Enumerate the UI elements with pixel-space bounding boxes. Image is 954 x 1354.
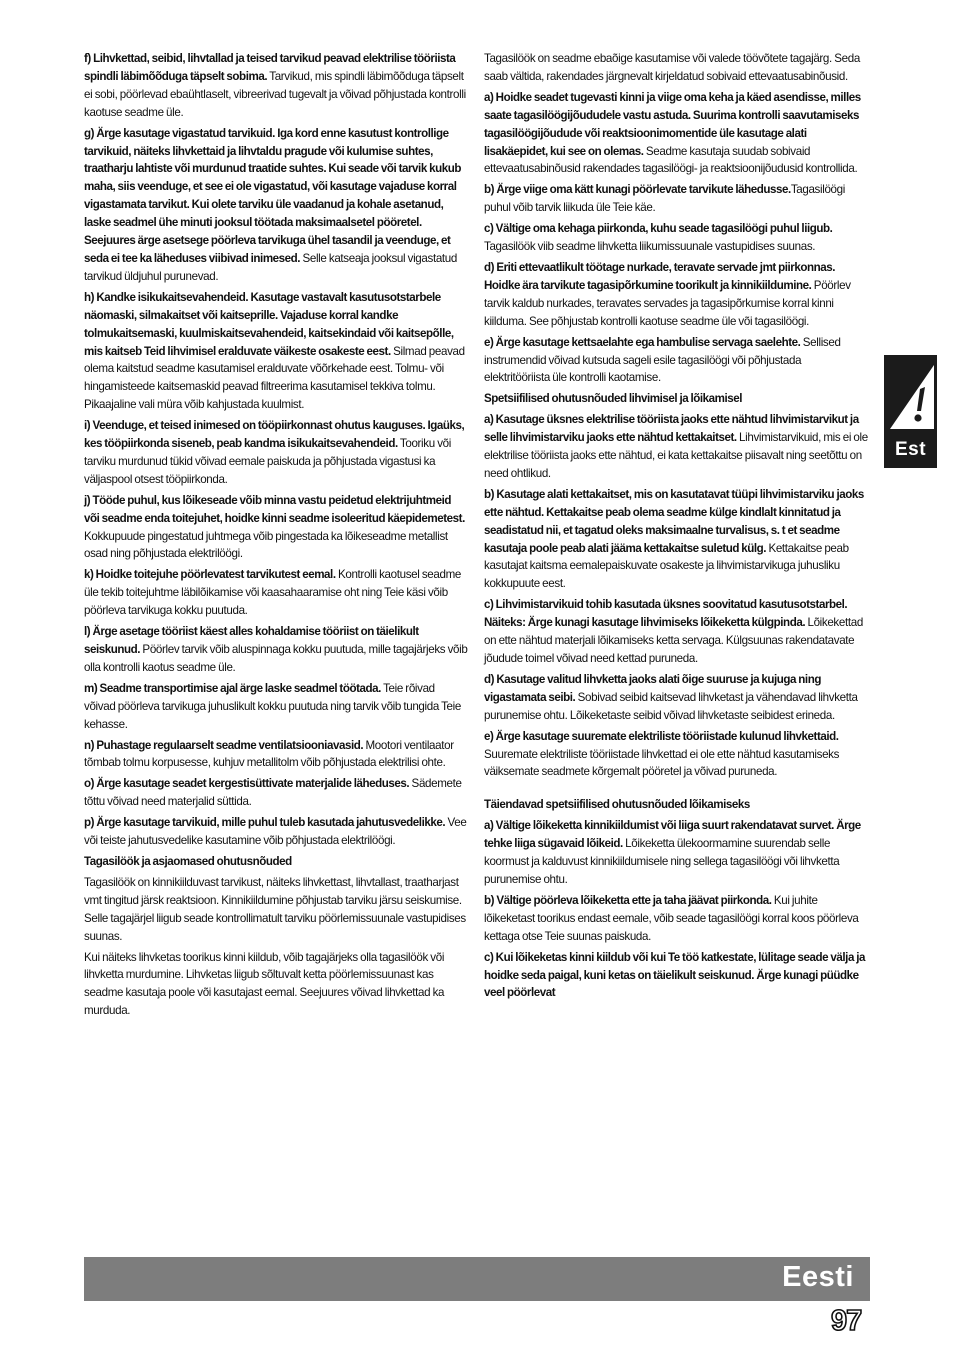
paragraph (484, 181, 869, 217)
page-number: 97 (831, 1305, 862, 1337)
language-side-tab (884, 355, 937, 468)
paragraph (84, 680, 468, 734)
paragraph-body: Pöörlev tarvik võib aluspinnaga kokku puutuda, mille tagajärjeks võib olla kontrolli kaotus seadme üle. (84, 643, 468, 674)
paragraph (84, 566, 468, 620)
paragraph-body: Pöörlev tarvik kaldub nurkades, teravates servades ja tagasipõrkumise korral kinni kiilduma. See põhjustab kontrolli kaotuse seadme üle või tagasilöögi. (484, 278, 851, 328)
paragraph-heading: b) Kasutage alati kettakaitset, mis on kasutatavat tüüpi lihvimistarviku jaoks ette nähtud. Kettakaitse peab olema seadme külge kindlalt kinnitatud ja seadistatud nii, et tagatud oleks maksimaalne turvalisus, s. t et seadme kasutaja poole peab alati jääma kettakaitse suletud külg. (484, 487, 864, 555)
paragraph-heading: i) Veenduge, et teised inimesed on tööpiirkonnast ohutus kauguses. Igaüks, kes tööpiirkonda siseneb, peab kandma isikukaitsevahendeid. (84, 419, 465, 451)
paragraph-body: Sellised instrumendid võivad kutsuda sageli esile tagasilöögi või põhjustada elektritööriista üle kontrolli kaotamise. (484, 335, 841, 385)
paragraph (84, 737, 468, 773)
paragraph (484, 220, 869, 256)
paragraph-heading: n) Puhastage regulaarselt seadme ventilatsiooniavasid. (84, 738, 364, 752)
paragraph-heading: f) Lihvkettad, seibid, lihvtallad ja teised tarvikud peavad elektrilise tööriista spindli läbimõõduga täpselt sobima. (84, 52, 456, 83)
paragraph-heading: d) Eriti ettevaatlikult töötage nurkade, teravate servade jmt piirkonnas. Hoidke ära tarvikute tagasipõrkumine toorikult ja kinnikiildumine. (484, 260, 836, 292)
paragraph-body: Tooriku või tarviku murdunud tükid võivad eemale paiskuda ja põhjustada vigastusi ka väljaspool otsest tööpiirkonda. (84, 437, 451, 486)
paragraph-body: Kokkupuude pingestatud juhtmega võib pingestada ka lõikeseadme metallist osad ning põhjustada elektrilöögi. (84, 529, 448, 561)
paragraph (484, 334, 869, 388)
paragraph (484, 390, 869, 408)
paragraph-body: Kontrolli kaotusel seadme üle tekib toitejuhtme läbilõikamise või kaasahaaramise oht ning Teie käsi võib pöörleva tarvikuga kokku puutuda. (84, 568, 461, 618)
paragraph-heading: b) Ärge viige oma kätt kunagi pöörlevate tarvikute lähedusse. (484, 183, 791, 197)
paragraph (484, 817, 869, 889)
paragraph-body: Lõikekettad on ette nähtud materjali lõikamiseks ketta servaga. Külgsuunas rakendatavate jõudude toimel võivad need kettad puruneda. (484, 616, 863, 665)
paragraph-body: Tagasilöögi puhul võib tarvik liikuda üle Teie käe. (484, 183, 845, 215)
paragraph-heading: Tagasilöök ja asjaomased ohutusnõuded (84, 854, 292, 868)
right-text-column (484, 50, 869, 1005)
paragraph (484, 50, 869, 86)
paragraph-body: Kui näiteks lihvketas toorikus kinni kiildub, võib tagajärjeks olla tagasilöök või lihvketta murdumine. Lihvketas liigub sõltuvalt ketta pöörlemissuunast kas seadme kasutaja poole või kasutajast eemal. Seejuures võivad lihvkettad ka murduda. (84, 950, 445, 1018)
paragraph (484, 486, 869, 593)
paragraph-body: Selle katseaja jooksul vigastatud tarvikud üldjuhul purunevad. (84, 251, 457, 283)
paragraph-body: Lõikeketta ülekoormamine suurendab selle koormust ja kalduvust kinnikiildumisele ning sellega tagasilöögi või lihvketta purunemise ohtu. (484, 837, 840, 886)
paragraph-body: Kui juhite lõikeketast toorikus endast eemale, võib seade tagasilöögi korral koos pöörleva kettaga otse Teie suunas paiskuda. (484, 893, 859, 943)
paragraph (84, 814, 468, 850)
paragraph (84, 417, 468, 489)
paragraph (84, 50, 468, 122)
paragraph-heading: c) Kui lõikeketas kinni kiildub või kui Te töö katkestate, lülitage seade välja ja hoidke seda paigal, kuni ketas on täielikult seiskunud. Ärge kunagi püüdke veel pöörlevat (484, 950, 865, 1000)
paragraph-heading: a) Hoidke seadet tugevasti kinni ja viige oma keha ja käed asendisse, milles saate tagasilöögijõududele vastu astuda. Suurima kontrolli saavutamiseks tagasilöögijõudude või reaktsioonimomentide üle kasutage alati lisakäepidet, kui see on olemas. (484, 90, 861, 158)
paragraph (484, 89, 869, 179)
paragraph-heading: d) Kasutage valitud lihvketta jaoks alati õige suuruse ja kujuga ning vigastamata seibi. (484, 672, 821, 704)
language-code: Est (894, 439, 927, 460)
paragraph-heading: c) Lihvimistarvikuid tohib kasutada üksnes soovitatud kasutusotstarbel. Näiteks: Ärge kunagi kasutage lihvimiseks lõikeketta külgpinda. (484, 598, 848, 630)
paragraph-heading: a) Vältige lõikeketta kinnikiildumist või liiga suurt rakendatavat survet. Ärge tehke liiga sügavaid lõikeid. (484, 819, 861, 851)
language-footer-bar (84, 1257, 870, 1301)
paragraph-heading: c) Vältige oma kehaga piirkonda, kuhu seade tagasilöögi puhul liigub. (484, 222, 833, 236)
paragraph (84, 853, 468, 871)
paragraph-body: Tarvikud, mis spindli läbimõõduga täpselt ei sobi, pöörlevad ebaühtlaselt, vibreerivad tugevalt ja võivad põhjustada kontrolli kaotuse seadme üle. (84, 69, 466, 119)
paragraph-heading: h) Kandke isikukaitsevahendeid. Kasutage vastavalt kasutusotstarbele näomaski, silmakaitset või kaitseprille. Vajaduse korral kandke tolmukaitsemaski, kuulmiskaitsevahendeid, kaitsekindaid või kaitsepõlle, mis kaitseb Teid lihvimisel eralduvate väikeste osakeste eest. (84, 290, 454, 358)
paragraph-heading: o) Ärge kasutage seadet kergestisüttivate materjalide läheduses. (84, 777, 410, 791)
paragraph (484, 796, 869, 814)
paragraph-body: Tagasilöök on seadme ebaõige kasutamise või valede töövõtete tagajärg. Seda saab vältida, rakendades järgnevalt kirjeldatud sobivaid ettevaatusabinõusid. (484, 52, 860, 83)
paragraph-body: Tagasilöök viib seadme lihvketta liikumissuunale vastupidises suunas. (484, 240, 816, 254)
left-text-column (84, 50, 468, 1023)
paragraph-body: Lihvimistarvikuid, mis ei ole elektrilise tööriista jaoks ette nähtud, ei kata kettakaitse piisavalt ning seetõttu on need ohtlikud. (484, 431, 868, 480)
paragraph-body: Sädemete tõttu võivad need materjalid süttida. (84, 777, 462, 809)
paragraph-heading: Spetsiifilised ohutusnõuded lihvimisel ja lõikamisel (484, 392, 743, 406)
paragraph-heading: k) Hoidke toitejuhe pöörlevatest tarvikutest eemal. (84, 568, 336, 582)
paragraph-body: Kettakaitse peab kasutajat kaitsma eemalepaiskuvate osakeste ja lihvimistarvikuga juhusliku kokkupuute eest. (484, 541, 849, 591)
paragraph (484, 892, 869, 946)
paragraph (484, 728, 869, 782)
warning-icon (887, 363, 937, 435)
paragraph-heading: j) Tööde puhul, kus lõikeseade võib minna vastu peidetud elektrijuhtmeid või seadme enda toitejuhet, hoidke kinni seadme isoleeritud käepidemetest. (84, 493, 465, 525)
paragraph-heading: p) Ärge kasutage tarvikuid, mille puhul tuleb kasutada jahutusvedelikke. (84, 816, 446, 830)
paragraph-heading: m) Seadme transportimise ajal ärge laske seadmel töötada. (84, 681, 381, 695)
paragraph-heading: g) Ärge kasutage vigastatud tarvikuid. Iga kord enne kasutust kontrollige tarvikuid, näiteks lihvkettaid ja lihvtaldu pragude või kulumise suhtes, traatharju lahtiste või murdunud traatide suhtes. Kui seade või tarvik kukub maha, siis veenduge, et see ei ole vigastatud, või kasutage vajaduse korral vigastamata tarvikut. Kui olete tarviku üle vaadanud ja kohale asetanud, laske seadmel ühe minuti jooksul töötada maksimaalsetel pööretel. Seejuures ärge asetsege pöörleva tarvikuga ühel tasandil ja veenduge, et seda ei tee ka läheduses viibivad inimesed. (84, 126, 461, 265)
paragraph-body: Tagasilöök on kinnikiilduvast tarvikust, näiteks lihvkettast, lihvtallast, traatharjast vmt tingitud järsk reaktsioon. Kinnikiildumine põhjustab tarviku järsu seiskumise. Selle tagajärjel liigub seade kontrollimatult tarviku pöörlemissuunale vastupidises suunas. (84, 875, 466, 943)
paragraph (84, 874, 468, 946)
paragraph (84, 775, 468, 811)
paragraph-body: Suuremate elektriliste tööriistade lihvkettad ei ole ette nähtud kasutamiseks väiksemate seadmete kõrgemalt pööretel ja võivad puruneda. (484, 747, 840, 779)
paragraph-heading: e) Ärge kasutage suuremate elektriliste tööriistade kulunud lihvkettaid. (484, 729, 839, 743)
paragraph-body: Silmad peavad olema kaitstud seadme kasutamisel eralduvate võõrkehade eest. Tolmu- või hingamisteede kaitsemaskid peavad filtreerima kasutamisel tekkiva tolmu. Pikaajaline vali müra võib kahjustada kuulmist. (84, 344, 465, 412)
paragraph-body: Teie rõivad võivad pöörleva tarvikuga juhuslikult kokku puutuda ning tarvik võib tungida Teie kehasse. (84, 681, 461, 731)
paragraph-body: Vee või teiste jahutusvedelike kasutamine võib põhjustada elektrilöögi. (84, 816, 467, 848)
paragraph-heading: a) Kasutage üksnes elektrilise tööriista jaoks ette nähtud lihvimistarvikut ja selle lihvimistarviku jaoks ette nähtud kettakaitset. (484, 413, 859, 445)
paragraph (484, 671, 869, 725)
paragraph (484, 596, 869, 668)
paragraph-body: Mootori ventilaator tõmbab tolmu korpusesse, kuhjuv metallitolm võib põhjustada elektrilisi ohte. (84, 738, 454, 770)
paragraph-body: Sobivad seibid kaitsevad lihvketast ja vähendavad lihvketta purunemise ohtu. Lõikeketaste seibid võivad lihvketaste seibidest erineda. (484, 690, 858, 722)
paragraph (84, 289, 468, 414)
paragraph-heading: b) Vältige pöörleva lõikeketta ette ja taha jäävat piirkonda. (484, 893, 772, 907)
paragraph (84, 492, 468, 564)
paragraph-heading: e) Ärge kasutage kettsaelahte ega hambulise servaga saelehte. (484, 335, 801, 349)
paragraph-heading: l) Ärge asetage tööriist käest alles kohaldamise tööriist on täielikult seiskunud. (84, 625, 419, 656)
paragraph (84, 949, 468, 1021)
paragraph (84, 125, 468, 286)
paragraph (484, 411, 869, 483)
paragraph-heading: Täiendavad spetsiifilised ohutusnõuded lõikamiseks (484, 798, 750, 812)
paragraph (84, 623, 468, 677)
paragraph (484, 259, 869, 331)
paragraph-body: Seadme kasutaja suudab sobivaid ettevaatusabinõusid rakendades tagasilöögi- ja reaktsioonijõudusid kontrollida. (484, 144, 858, 176)
paragraph (484, 949, 869, 1003)
language-name: Eesti (782, 1261, 854, 1293)
